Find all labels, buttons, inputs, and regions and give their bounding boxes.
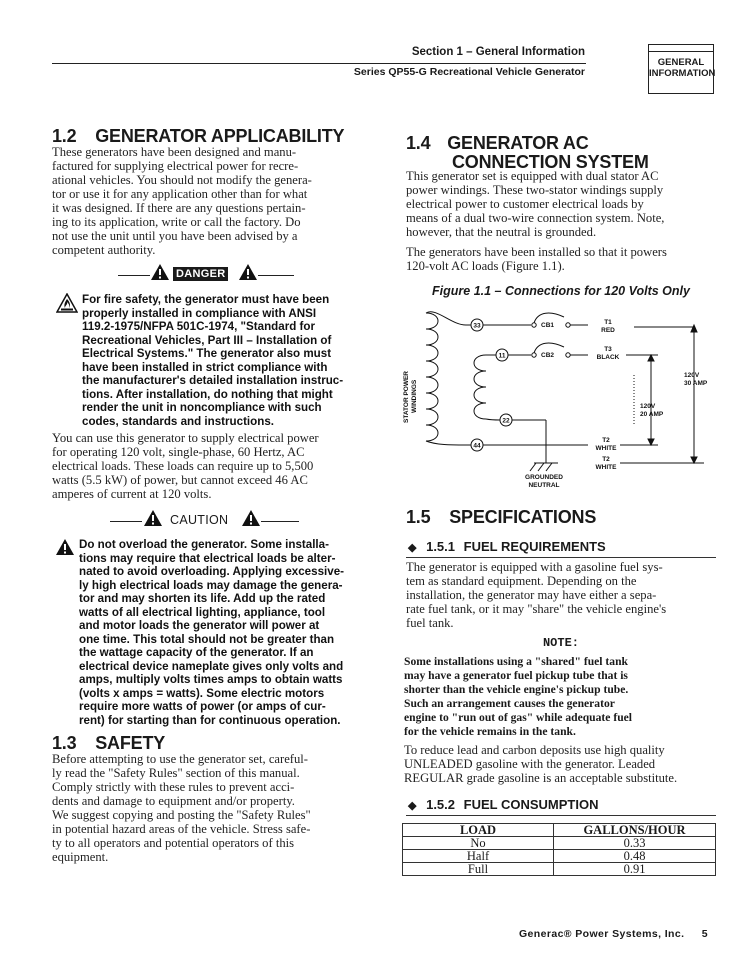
danger-line-right xyxy=(258,275,294,276)
heading-1-4 xyxy=(406,133,589,154)
text-line: electrical power to customer electrical loads by xyxy=(406,197,644,211)
text-line: and motor loads the generator will power at xyxy=(79,619,320,632)
wire-color-label: WHITE xyxy=(595,445,617,452)
text-line: means of a dual two-wire connection system. Note, xyxy=(406,211,665,225)
note-title: NOTE: xyxy=(542,636,579,650)
terminal-label: T2 xyxy=(602,456,610,463)
table-cell-load: No xyxy=(403,837,554,850)
text-line: ing to its application, write or call the factory. Do xyxy=(52,215,301,229)
breaker-label: CB2 xyxy=(541,352,555,359)
ac-connection-text xyxy=(406,169,716,239)
text-line: You can use this generator to supply electrical power xyxy=(52,431,319,445)
column-header-gallons-hour: GALLONS/HOUR xyxy=(554,824,716,837)
subheading-rule xyxy=(406,557,716,558)
danger-line-left xyxy=(118,275,150,276)
table-cell-load: Full xyxy=(403,863,554,876)
text-line: 120-volt AC loads (Figure 1.1). xyxy=(406,259,565,273)
header-rule xyxy=(52,63,586,64)
text-line: not use the unit until you have been advised by a xyxy=(52,229,298,243)
node-label: 22 xyxy=(502,417,510,425)
fire-hazard-icon xyxy=(56,293,78,313)
tab-ticks xyxy=(649,45,713,52)
diamond-bullet-icon: ◆ xyxy=(408,542,417,554)
node-label: 11 xyxy=(498,352,506,360)
text-line: one time. This total should not be greater than xyxy=(79,632,335,646)
text-line: The generator is equipped with a gasoline fuel sys- xyxy=(406,560,663,574)
danger-label-text: DANGER xyxy=(173,267,228,281)
header-series: Series QP55-G Recreational Vehicle Generator xyxy=(353,66,585,78)
caution-line-left xyxy=(110,521,142,522)
terminal-label: T1 xyxy=(604,319,612,326)
text-line: power windings. These two-stator windings supply xyxy=(406,183,664,197)
heading-1-5-2-title: FUEL CONSUMPTION xyxy=(463,797,599,812)
text-line: watts of all electrical lighting, appliance, tool xyxy=(79,605,326,619)
ground-label: GROUNDED xyxy=(525,474,563,481)
danger-label xyxy=(173,264,228,282)
text-line: electrical loads. These loads can require up to 5,500 xyxy=(52,459,314,473)
text-line: however, that the neutral is grounded. xyxy=(406,225,597,239)
text-line: the wattage capacity of the generator. If an xyxy=(79,646,314,659)
caution-line-right xyxy=(261,521,299,522)
text-line: tions may require that electrical loads be alter- xyxy=(79,551,336,565)
text-line: ty to all operators and potential operators of this xyxy=(52,836,295,850)
text-line: Before attempting to use the generator set, careful- xyxy=(52,752,308,766)
wire-color-label: WHITE xyxy=(595,464,617,471)
stator-winding-2 xyxy=(474,355,486,419)
heading-1-2-title: GENERATOR APPLICABILITY xyxy=(95,126,345,146)
text-line: tor or use it for any application other than for what xyxy=(52,187,308,201)
heading-1-4-title-line2: CONNECTION SYSTEM xyxy=(452,152,649,172)
header-section-title: Section 1 – General Information xyxy=(411,46,585,58)
text-line: equipment. xyxy=(52,850,109,864)
heading-1-5-1-title: FUEL REQUIREMENTS xyxy=(463,539,606,554)
figure-title: Figure 1.1 – Connections for 120 Volts Only xyxy=(432,284,690,298)
load-label: 120V xyxy=(640,403,656,410)
text-line: amperes of current at 120 volts. xyxy=(52,487,212,501)
tab-label-line1: GENERAL xyxy=(657,57,705,68)
text-line: To reduce lead and carbon deposits use high quality xyxy=(404,743,665,757)
text-line: The generators have been installed so that it powers xyxy=(406,245,667,259)
stator-winding-1 xyxy=(426,313,438,441)
text-line: Electrical Systems." The generator also must xyxy=(82,347,332,360)
applicability-text xyxy=(52,145,362,257)
heading-1-5-1-number: 1.5.1 xyxy=(426,539,456,554)
warning-triangle-icon xyxy=(150,263,170,281)
heading-1-5-2-number: 1.5.2 xyxy=(426,797,456,812)
usage-text xyxy=(52,431,362,501)
text-line: REGULAR grade gasoline is an acceptable substitute. xyxy=(404,771,678,785)
text-line: watts (5.5 kW) of power, but cannot exceed 46 AC xyxy=(52,473,308,487)
text-line: Recreational Vehicles, Part III – Installation of xyxy=(82,333,332,347)
text-line: ational vehicles. You should not modify the genera- xyxy=(52,173,312,187)
table-row xyxy=(403,837,716,850)
load-label: 120V xyxy=(684,372,700,379)
text-line: rent) for starting than for continuous operation. xyxy=(79,713,341,727)
table-row xyxy=(403,863,716,876)
warning-triangle-icon xyxy=(241,509,261,527)
text-line: tor and may shorten its life. Add up the rated xyxy=(79,592,326,605)
text-line: Such an arrangement causes the generator xyxy=(404,697,615,710)
text-line: properly installed in compliance with ANSI xyxy=(82,306,317,320)
danger-text xyxy=(82,293,367,428)
text-line: ly read the "Safety Rules" section of this manual. xyxy=(52,766,300,780)
load-label: 20 AMP xyxy=(640,411,664,418)
text-line: codes, standards and instructions. xyxy=(82,414,274,428)
text-line: ly high electrical loads may damage the genera- xyxy=(79,578,343,592)
fuel-requirements-text xyxy=(406,560,716,630)
text-line: render the unit in noncompliance with such xyxy=(82,401,322,414)
node-label: 44 xyxy=(473,442,481,450)
heading-1-5 xyxy=(406,507,596,528)
text-line: rate fuel tank, or it may "share" the vehicle engine's xyxy=(406,602,667,616)
note-text xyxy=(404,655,716,739)
text-line: engine to "run out of gas" while adequate fuel xyxy=(404,711,633,724)
text-line: electrical device nameplate gives only volts and xyxy=(79,659,344,673)
text-line: the manufacturer's detailed installation instruc- xyxy=(82,374,344,387)
section-tab xyxy=(648,44,714,94)
ac-load-text xyxy=(406,245,716,273)
heading-1-5-number: 1.5 xyxy=(406,507,431,527)
text-line: nated to avoid overloading. Applying excessive- xyxy=(79,565,345,578)
text-line: require more watts of power (or amps of cur- xyxy=(79,700,326,713)
fuel-consumption-table xyxy=(402,823,716,876)
text-line: competent authority. xyxy=(52,243,156,257)
text-line: These generators have been designed and manu- xyxy=(52,145,297,159)
terminal-label: T2 xyxy=(602,437,610,444)
terminal-label: T3 xyxy=(604,346,612,353)
tab-label xyxy=(649,57,716,79)
text-line: (volts x amps = watts). Some electric motors xyxy=(79,686,325,700)
text-line: shorter than the vehicle engine's pickup tube. xyxy=(404,683,629,696)
text-line: This generator set is equipped with dual stator AC xyxy=(406,169,659,183)
text-line: have been installed in strict compliance with xyxy=(82,360,328,374)
table-cell-gph: 0.91 xyxy=(554,863,716,876)
text-line: UNLEADED gasoline with the generator. Leaded xyxy=(404,757,656,771)
text-line: For fire safety, the generator must have been xyxy=(82,293,330,306)
warning-triangle-icon xyxy=(143,509,163,527)
warning-triangle-icon xyxy=(238,263,258,281)
text-line: it was designed. If there are any questions pertain- xyxy=(52,201,306,215)
caution-label: CAUTION xyxy=(170,513,229,527)
text-line: for operating 120 volt, single-phase, 60 Hertz, AC xyxy=(52,445,305,459)
gasoline-text xyxy=(404,743,716,785)
safety-text xyxy=(52,752,362,864)
text-line: Some installations using a "shared" fuel tank xyxy=(404,655,628,668)
heading-1-2-number: 1.2 xyxy=(52,126,77,146)
caution-text xyxy=(79,538,367,727)
footer-company: Generac® Power Systems, Inc. xyxy=(518,928,685,940)
wire-color-label: BLACK xyxy=(596,354,620,361)
text-line: tions. After installation, do nothing that might xyxy=(82,387,333,401)
table-cell-gph: 0.33 xyxy=(554,837,716,850)
wire-color-label: RED xyxy=(601,327,615,334)
node-label: 33 xyxy=(473,322,481,330)
text-line: installation, the generator may have either a sepa- xyxy=(406,588,657,602)
heading-1-4-title-line1: GENERATOR AC xyxy=(447,133,589,153)
heading-1-3-title: SAFETY xyxy=(95,733,166,753)
heading-1-5-2 xyxy=(408,797,598,812)
diamond-bullet-icon: ◆ xyxy=(408,800,417,812)
heading-1-3 xyxy=(52,733,165,754)
text-line: dents and damage to equipment and/or property. xyxy=(52,794,295,808)
text-line: amps, multiply volts times amps to obtain watts xyxy=(79,673,343,686)
ground-label: NEUTRAL xyxy=(528,482,560,489)
text-line: Do not overload the generator. Some installa- xyxy=(79,538,329,551)
heading-1-5-1 xyxy=(408,539,606,554)
page-number: 5 xyxy=(701,928,708,940)
load-label: 30 AMP xyxy=(684,380,708,387)
text-line: fuel tank. xyxy=(406,616,454,630)
text-line: in potential hazard areas of the vehicle. Stress safe- xyxy=(52,822,311,836)
text-line: Comply strictly with these rules to prevent acci- xyxy=(52,780,295,794)
stator-label: STATOR POWER xyxy=(403,371,410,423)
stator-label: WINDINGS xyxy=(411,379,418,413)
wiring-diagram xyxy=(396,305,716,495)
text-line: factured for supplying electrical power for recre- xyxy=(52,159,299,173)
heading-1-5-title: SPECIFICATIONS xyxy=(449,507,597,527)
heading-1-2 xyxy=(52,126,344,147)
page-footer xyxy=(480,928,708,940)
tab-label-line2: INFORMATION xyxy=(649,68,716,79)
table-cell-load: Half xyxy=(403,850,554,863)
text-line: tem as standard equipment. Depending on the xyxy=(406,574,637,588)
heading-1-3-number: 1.3 xyxy=(52,733,77,753)
breaker-label: CB1 xyxy=(541,322,555,329)
table-header-row xyxy=(403,824,716,837)
subheading-rule xyxy=(406,815,716,816)
text-line: may have a generator fuel pickup tube that is xyxy=(404,669,628,682)
table-cell-gph: 0.48 xyxy=(554,850,716,863)
text-line: 119.2-1975/NFPA 501C-1974, "Standard for xyxy=(82,320,315,333)
table-row xyxy=(403,850,716,863)
text-line: for the vehicle remains in the tank. xyxy=(404,725,576,738)
warning-triangle-icon xyxy=(55,538,75,556)
text-line: We suggest copying and posting the "Safety Rules" xyxy=(52,808,311,822)
heading-1-4-number: 1.4 xyxy=(406,133,431,153)
column-header-load: LOAD xyxy=(403,824,554,837)
